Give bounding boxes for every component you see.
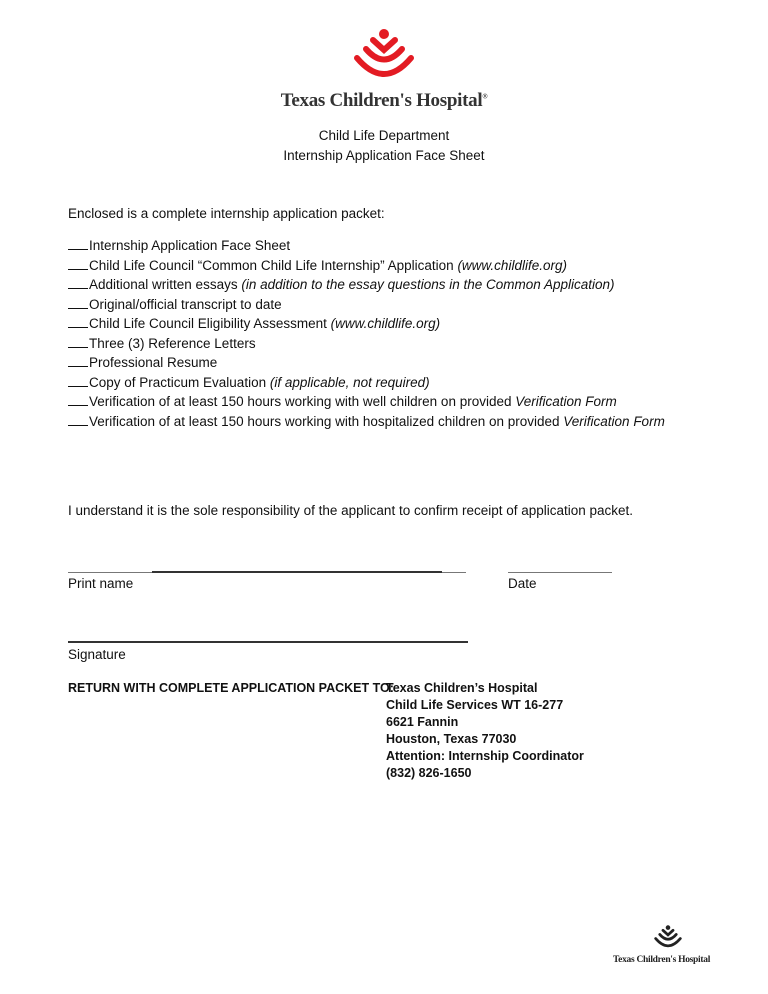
intro-text: Enclosed is a complete internship application packet:: [68, 206, 385, 221]
address-line: Houston, Texas 77030: [386, 732, 517, 746]
department-title: Child Life Department: [318, 128, 450, 143]
checklist-item[interactable]: Verification of at least 150 hours working with well children on provided Verification Form: [68, 393, 617, 409]
checklist-item[interactable]: Copy of Practicum Evaluation (if applicable, not required): [68, 374, 430, 390]
signature-line[interactable]: [68, 641, 468, 643]
address-line: Texas Children’s Hospital: [386, 681, 538, 695]
address-line: Attention: Internship Coordinator: [386, 749, 584, 763]
logo-wordmark: [0, 90, 768, 112]
address-line: Child Life Services WT 16-277: [386, 698, 564, 712]
footer-logo-name: Texas Children's Hospital: [613, 955, 711, 965]
return-label: RETURN WITH COMPLETE APPLICATION PACKET TO:: [68, 681, 394, 695]
date-label: Date: [508, 576, 537, 591]
checklist-item[interactable]: Child Life Council “Common Child Life Internship” Application (www.childlife.org): [68, 257, 567, 273]
address-line: (832) 826-1650: [386, 766, 472, 780]
checklist-item[interactable]: Three (3) Reference Letters: [68, 335, 256, 351]
date-line[interactable]: [508, 572, 612, 573]
print-name-label: Print name: [68, 576, 134, 591]
registered-mark: ®: [482, 92, 488, 101]
form-title: Internship Application Face Sheet: [283, 148, 485, 163]
print-name-line-bold: [152, 571, 442, 573]
logo-name: Texas Children's Hospital: [280, 90, 483, 111]
acknowledgement-text: I understand it is the sole responsibility of the applicant to confirm receipt of application packet.: [68, 503, 634, 518]
hospital-logo-icon: [349, 28, 419, 90]
checklist-item[interactable]: Original/official transcript to date: [68, 296, 282, 312]
checklist-item[interactable]: Professional Resume: [68, 354, 217, 370]
footer-logo-icon: [652, 924, 684, 954]
signature-label: Signature: [68, 647, 126, 662]
address-line: 6621 Fannin: [386, 715, 459, 729]
checklist-item[interactable]: Internship Application Face Sheet: [68, 237, 290, 253]
checklist-item[interactable]: Verification of at least 150 hours working with hospitalized children on provided Verification Form: [68, 413, 665, 429]
checklist-item[interactable]: Child Life Council Eligibility Assessment (www.childlife.org): [68, 315, 440, 331]
checklist-item[interactable]: Additional written essays (in addition to the essay questions in the Common Application): [68, 276, 615, 292]
